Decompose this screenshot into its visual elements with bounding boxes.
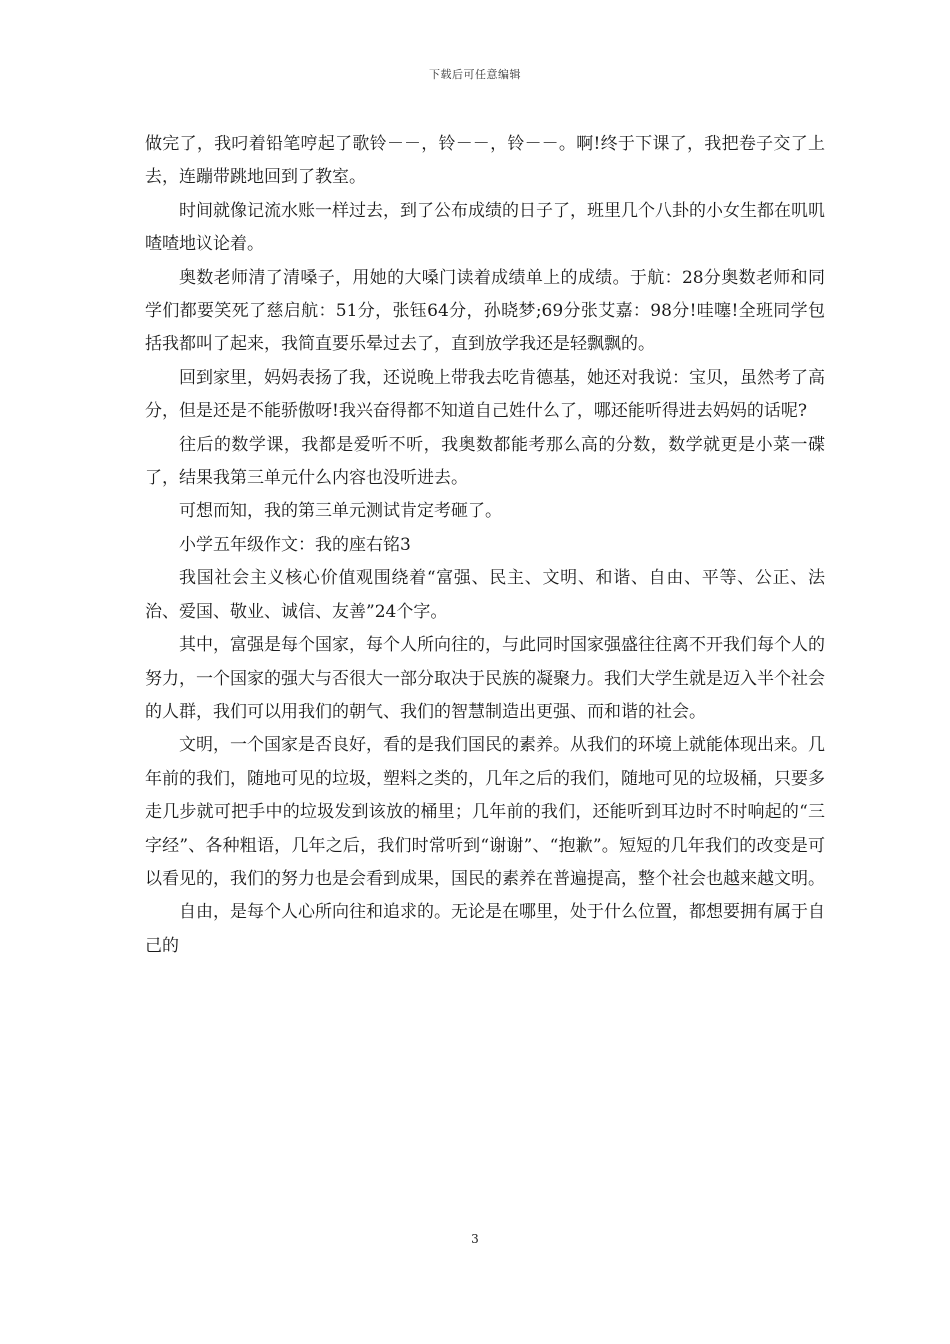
paragraph: 其中，富强是每个国家，每个人所向往的，与此同时国家强盛往往离不开我们每个人的努力，一个国家的强大与否很大一部分取决于民族的凝聚力。我们大学生就是迈入半个社会的人群，我们可以用我们的朝气、我们的智慧制造出更强、而和谐的社会。 bbox=[145, 635, 825, 722]
paragraph: 时间就像记流水账一样过去，到了公布成绩的日子了，班里几个八卦的小女生都在叽叽喳喳地议论着。 bbox=[145, 200, 825, 255]
page-header: 下载后可任意编辑 bbox=[429, 68, 521, 81]
paragraph: 文明，一个国家是否良好，看的是我们国民的素养。从我们的环境上就能体现出来。几年前的我们，随地可见的垃圾，塑料之类的，几年之后的我们，随地可见的垃圾桶，只要多走几步就可把手中的垃圾发到该放的桶里；几年前的我们，还能听到耳边时不时响起的“三字经”、各种粗语，几年之后，我们时常听到“谢谢”、“抱歉”。短短的几年我们的改变是可以看见的，我们的努力也是会看到成果，国民的素养在普遍提高，整个社会也越来越文明。 bbox=[145, 735, 825, 889]
paragraph: 我国社会主义核心价值观围绕着“富强、民主、文明、和谐、自由、平等、公正、法治、爱国、敬业、诚信、友善”24个字。 bbox=[145, 568, 825, 622]
paragraph: 可想而知，我的第三单元测试肯定考砸了。 bbox=[179, 501, 502, 522]
paragraph: 回到家里，妈妈表扬了我，还说晚上带我去吃肯德基，她还对我说：宝贝，虽然考了高分，但是还是不能骄傲呀!我兴奋得都不知道自己姓什么了，哪还能听得进去妈妈的话呢? bbox=[145, 367, 825, 422]
section-title: 小学五年级作文：我的座右铭3 bbox=[179, 534, 411, 555]
document-body bbox=[145, 128, 825, 963]
page-number: 3 bbox=[471, 1232, 479, 1246]
paragraph: 奥数老师清了清嗓子，用她的大嗓门读着成绩单上的成绩。于航：28分奥数老师和同学们都要笑死了慈启航：51分，张钰64分，孙晓梦;69分张艾嘉：98分!哇噻!全班同学包括我都叫了起来，我简直要乐晕过去了，直到放学我还是轻飘飘的。 bbox=[145, 267, 825, 355]
paragraph: 往后的数学课，我都是爱听不听，我奥数都能考那么高的分数，数学就更是小菜一碟了，结果我第三单元什么内容也没听进去。 bbox=[145, 434, 825, 489]
paragraph: 自由，是每个人心所向往和追求的。无论是在哪里，处于什么位置，都想要拥有属于自己的 bbox=[145, 902, 825, 956]
paragraph: 做完了，我叼着铅笔哼起了歌铃－－，铃－－，铃－－。啊!终于下课了，我把卷子交了上去，连蹦带跳地回到了教室。 bbox=[145, 134, 825, 188]
